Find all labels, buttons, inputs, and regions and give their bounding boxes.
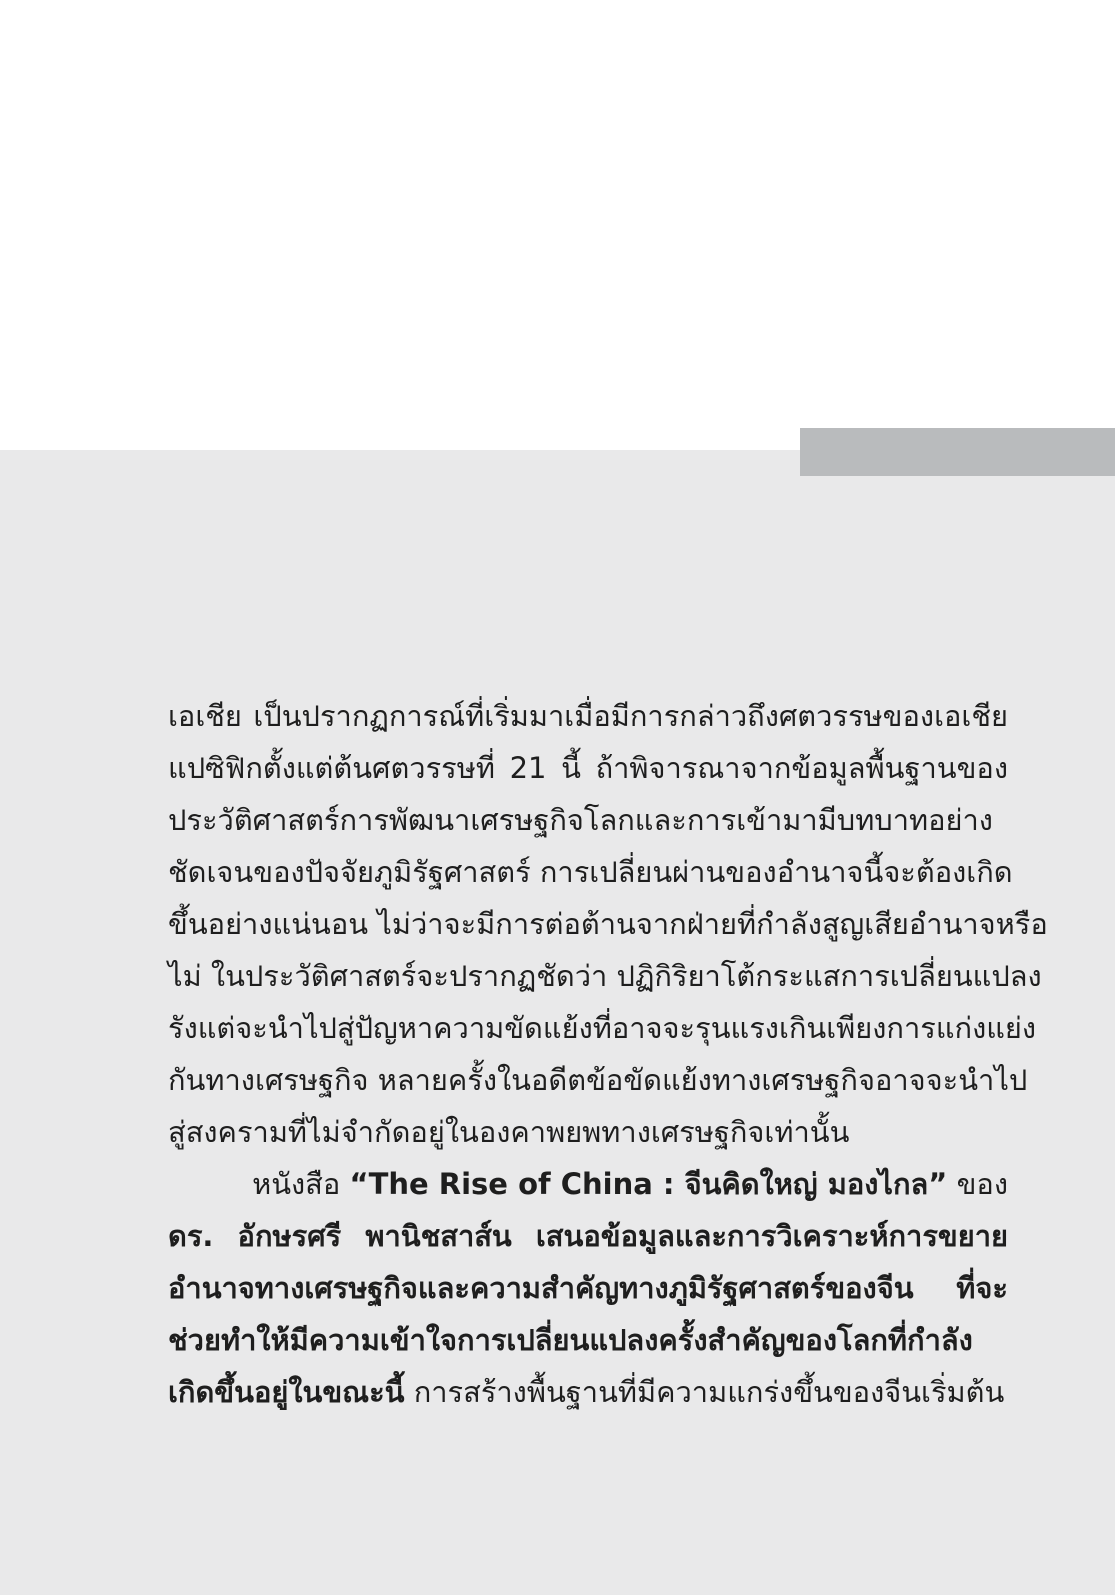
paragraph-line: ชัดเจนของปัจจัยภูมิรัฐศาสตร์ การเปลี่ยนผ่านของอำนาจนี้จะต้องเกิด — [168, 855, 1013, 889]
bold-line: อำนาจทางเศรษฐกิจและความสำคัญทางภูมิรัฐศาสตร์ของจีน ที่จะ — [168, 1271, 1008, 1305]
page-top-blank — [0, 0, 1115, 450]
paragraph-line — [168, 1314, 1008, 1366]
paragraph-line — [168, 1158, 1008, 1210]
paragraph-line — [168, 1262, 1008, 1314]
paragraph-1 — [168, 690, 1048, 1158]
plain-text: การสร้างพื้นฐานที่มีความแกร่งขึ้นของจีนเริ่มต้น — [404, 1375, 1005, 1409]
paragraph-line: เอเชีย เป็นปรากฏการณ์ที่เริ่มมาเมื่อมีการกล่าวถึงศตวรรษของเอเชีย — [168, 699, 1008, 733]
paragraph-line: กันทางเศรษฐกิจ หลายครั้งในอดีตข้อขัดแย้งทางเศรษฐกิจอาจจะนำไป — [168, 1063, 1028, 1097]
paragraph-2 — [168, 1158, 1008, 1418]
section-tab-bar — [800, 428, 1115, 476]
paragraph-line: ประวัติศาสตร์การพัฒนาเศรษฐกิจโลกและการเข้ามามีบทบาทอย่าง — [168, 803, 993, 837]
paragraph-line: แปซิฟิกตั้งแต่ต้นศตวรรษที่ 21 นี้ ถ้าพิจารณาจากข้อมูลพื้นฐานของ — [168, 751, 1008, 785]
paragraph-line — [168, 1210, 1008, 1262]
book-title: “The Rise of China : จีนคิดใหญ่ มองไกล” — [349, 1167, 948, 1201]
book-intro-suffix: ของ — [947, 1167, 1008, 1201]
book-intro-text: หนังสือ — [252, 1167, 350, 1201]
paragraph-line: รังแต่จะนำไปสู่ปัญหาความขัดแย้งที่อาจจะรุนแรงเกินเพียงการแก่งแย่ง — [168, 1011, 1037, 1045]
author-line: ดร. อักษรศรี พานิชสาส์น เสนอข้อมูลและการวิเคราะห์การขยาย — [168, 1219, 1008, 1253]
body-text — [168, 690, 1048, 1418]
bold-line: เกิดขึ้นอยู่ในขณะนี้ — [168, 1375, 405, 1409]
bold-line: ช่วยทำให้มีความเข้าใจการเปลี่ยนแปลงครั้งสำคัญของโลกที่กำลัง — [168, 1323, 973, 1357]
paragraph-line: ไม่ ในประวัติศาสตร์จะปรากฏชัดว่า ปฏิกิริยาโต้กระแสการเปลี่ยนแปลง — [168, 959, 1042, 993]
paragraph-line — [168, 1366, 1008, 1418]
paragraph-line: สู่สงครามที่ไม่จำกัดอยู่ในองคาพยพทางเศรษฐกิจเท่านั้น — [168, 1115, 850, 1149]
paragraph-line: ขึ้นอย่างแน่นอน ไม่ว่าจะมีการต่อต้านจากฝ่ายที่กำลังสูญเสียอำนาจหรือ — [168, 907, 1048, 941]
